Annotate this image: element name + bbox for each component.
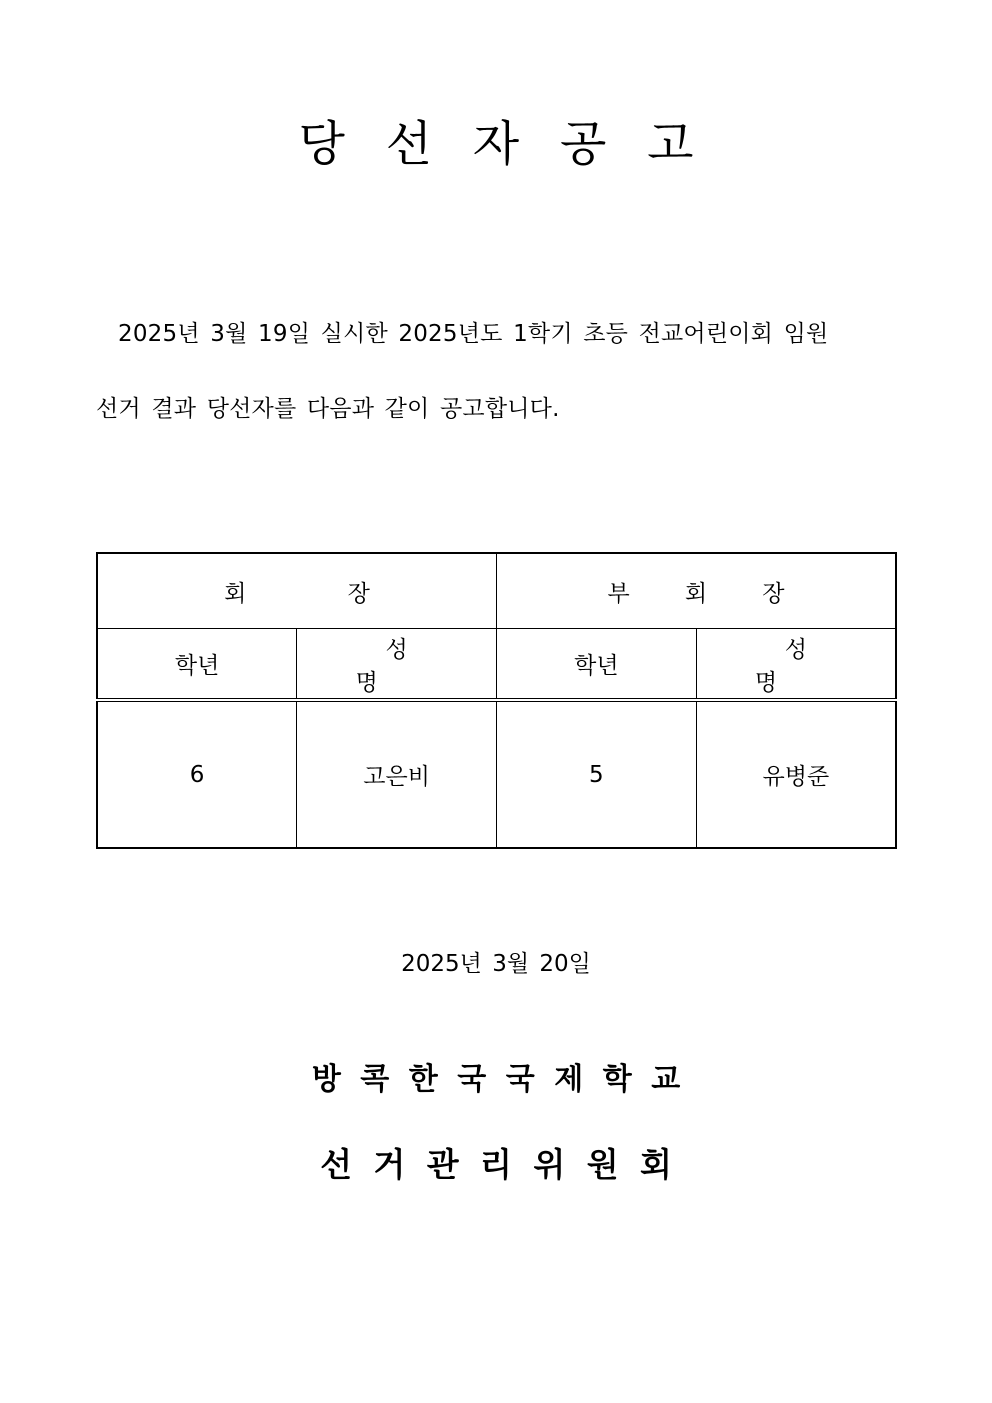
subheader-president-name xyxy=(297,629,497,701)
results-table xyxy=(96,552,897,849)
president-grade-cell: 6 xyxy=(97,700,297,848)
school-name: 방콕한국국제학교 xyxy=(311,1062,700,1097)
header-president-label: 회장 xyxy=(224,580,472,607)
subheader-president-grade: 학년 xyxy=(97,629,297,701)
table-subheader-row xyxy=(97,629,896,701)
subheader-president-name-label: 성명 xyxy=(355,636,468,696)
header-president xyxy=(97,553,497,629)
president-name-cell: 고은비 xyxy=(297,700,497,848)
subheader-vice-name-label: 성명 xyxy=(754,636,867,696)
body-paragraph-line-1: 2025년 3월 19일 실시한 2025년도 1학기 초등 전교어린이회 임원 xyxy=(118,321,829,347)
announcement-date: 2025년 3월 20일 xyxy=(401,951,591,977)
committee-name: 선거관리위원회 xyxy=(320,1145,694,1184)
body-paragraph-line-2: 선거 결과 당선자를 다음과 같이 공고합니다. xyxy=(96,396,560,422)
vice-grade-cell: 5 xyxy=(497,700,697,848)
table-row xyxy=(97,700,896,848)
table-group-header-row xyxy=(97,553,896,629)
vice-name-cell: 유병준 xyxy=(696,700,896,848)
header-vice-president-label: 부회장 xyxy=(607,580,840,607)
subheader-vice-grade: 학년 xyxy=(497,629,697,701)
subheader-vice-name xyxy=(696,629,896,701)
header-vice-president xyxy=(497,553,897,629)
page-title: 당선자공고 xyxy=(298,116,735,172)
